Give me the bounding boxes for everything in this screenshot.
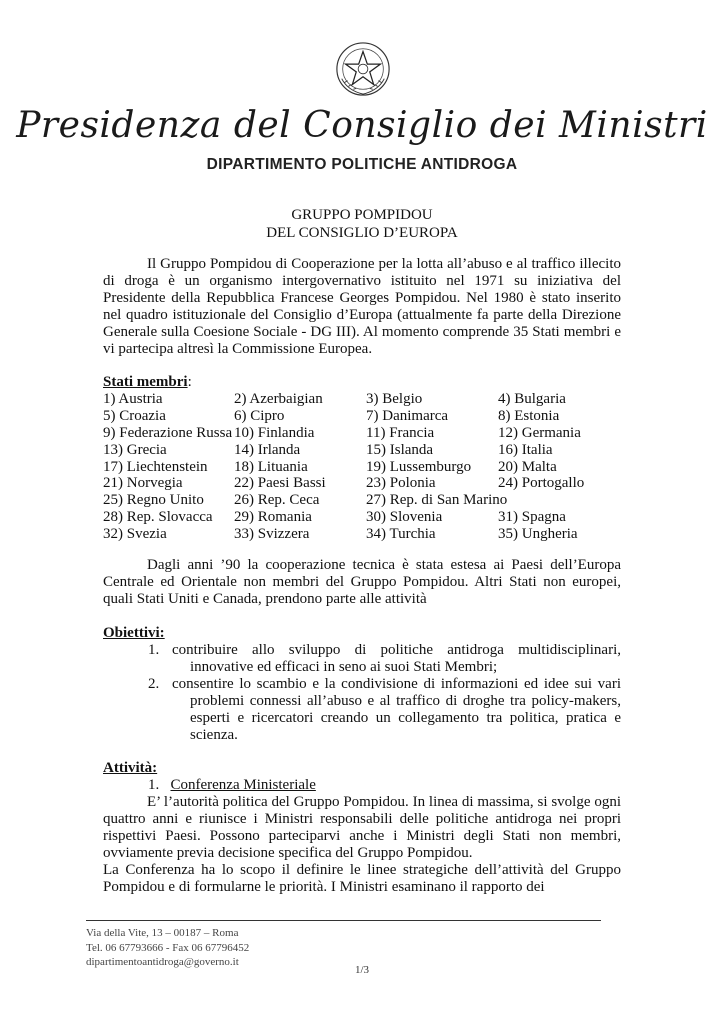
member-states-grid (103, 391, 623, 543)
member-state: 33) Svizzera (234, 526, 310, 543)
member-state: 21) Norvegia (103, 475, 183, 492)
member-state: 24) Portogallo (498, 475, 585, 492)
objective-item (103, 642, 621, 676)
member-state: 5) Croazia (103, 407, 166, 424)
cooperation-paragraph: Dagli anni ’90 la cooperazione tecnica è stata estesa ai Paesi dell’Europa Centrale ed Orientale non membri del Gruppo Pompidou. Altri Stati non europei, quali Stati Uniti e Canada, prendono parte alle attività (103, 557, 621, 607)
member-state: 8) Estonia (498, 407, 560, 424)
states-row (103, 442, 623, 459)
member-state: 30) Slovenia (366, 509, 443, 526)
member-state: 6) Cipro (234, 407, 285, 424)
member-state: 22) Paesi Bassi (234, 475, 326, 492)
objectives-list (103, 642, 621, 744)
title-line-1: GRUPPO POMPIDOU (291, 207, 433, 223)
states-heading-label: Stati membri (103, 374, 188, 390)
states-heading: Stati membri: (103, 374, 192, 390)
document-title (0, 206, 724, 242)
states-row (103, 425, 623, 442)
member-state: 35) Ungheria (498, 526, 578, 543)
title-line-2: DEL CONSIGLIO D’EUROPA (266, 225, 458, 241)
member-state: 28) Rep. Slovacca (103, 509, 213, 526)
member-state: 16) Italia (498, 441, 553, 458)
member-state: 23) Polonia (366, 475, 436, 492)
objectives-heading-label: Obiettivi: (103, 625, 165, 641)
states-row (103, 408, 623, 425)
footer-phone: Tel. 06 67793666 - Fax 06 67796452 (86, 941, 250, 954)
objective-text: consentire lo scambio e la condivisione di informazioni ed idee sui vari problemi connessi all’abuso e al traffico di droghe tra policy-makers, esperti e ricercatori creando un collegamento tra politica, pratica e scienza. (172, 676, 621, 743)
intro-paragraph: Il Gruppo Pompidou di Cooperazione per la lotta all’abuso e al traffico illecito di droga è un organismo intergovernativo istituito nel 1971 su iniziativa del Presidente della Repubblica Francese Georges Pompidou. Nel 1980 è stato inserito nel quadro istituzionale del Consiglio d’Europa (attualmente fa parte della Direzione Generale sulla Coesione Sociale - DG III). Al momento comprende 35 Stati membri e vi partecipa altresì la Commissione Europea. (103, 256, 621, 357)
member-state: 2) Azerbaigian (234, 391, 323, 407)
member-state: 15) Islanda (366, 441, 434, 458)
states-row (103, 475, 623, 492)
member-state: 31) Spagna (498, 509, 566, 526)
objective-text: contribuire allo sviluppo di politiche antidroga multidisciplinari, innovative ed efficaci in seno ai suoi Stati Membri; (172, 642, 621, 675)
member-state: 32) Svezia (103, 526, 167, 543)
states-row (103, 459, 623, 476)
member-state: 11) Francia (366, 424, 435, 441)
member-state: 12) Germania (498, 424, 581, 441)
activity-paragraph-2: La Conferenza ha lo scopo il definire le linee strategiche dell’attività del Gruppo Pompidou e di formularne le priorità. I Ministri esaminano il rapporto dei (103, 862, 621, 895)
member-state: 7) Danimarca (366, 407, 449, 424)
member-state: 27) Rep. di San Marino (366, 492, 508, 509)
activity-paragraph-1: E’ l’autorità politica del Gruppo Pompidou. In linea di massima, si svolge ogni quattro anni e riunisce i Ministri responsabili delle politiche antidroga nei propri rispettivi Paesi. Possono parteciparvi anche i Ministri degli Stati non membri, ovviamente previa decisione specifica del Gruppo Pompidou. (103, 794, 621, 861)
member-state: 25) Regno Unito (103, 492, 204, 509)
footer-contacts (86, 926, 249, 970)
member-state: 20) Malta (498, 458, 557, 475)
member-state: 10) Finlandia (234, 424, 315, 441)
states-row (103, 391, 623, 408)
activities-heading-label: Attività: (103, 760, 158, 776)
page-number: 1/3 (354, 964, 370, 976)
activity-title: Conferenza Ministeriale (170, 777, 316, 793)
activity-number: 1. (148, 777, 160, 793)
member-state: 19) Lussemburgo (366, 458, 472, 475)
member-state: 29) Romania (234, 509, 312, 526)
states-row (103, 509, 623, 526)
states-row (103, 526, 623, 543)
objective-item (103, 676, 621, 744)
objective-number: 1. (148, 642, 160, 658)
member-state: 26) Rep. Ceca (234, 492, 320, 509)
member-state: 18) Lituania (234, 458, 308, 475)
objectives-heading (103, 625, 165, 642)
member-state: 9) Federazione Russa (103, 424, 233, 441)
member-state: 34) Turchia (366, 526, 436, 543)
footer-address: Via della Vite, 13 – 00187 – Roma (86, 927, 239, 939)
activity-subheading (148, 777, 316, 794)
objective-number: 2. (148, 676, 160, 692)
member-state: 1) Austria (103, 391, 163, 407)
member-state: 3) Belgio (366, 391, 423, 407)
member-state: 13) Grecia (103, 441, 167, 458)
republic-emblem-icon (334, 40, 392, 98)
institution-title: Presidenza del Consiglio dei Ministri (16, 105, 708, 146)
member-state: 14) Irlanda (234, 441, 301, 458)
member-state: 4) Bulgaria (498, 391, 566, 407)
member-state: 17) Liechtenstein (103, 458, 208, 475)
footer-divider (86, 920, 601, 921)
department-title: DIPARTIMENTO POLITICHE ANTIDROGA (206, 156, 518, 173)
footer-email: dipartimentoantidroga@governo.it (86, 956, 239, 968)
states-row (103, 492, 623, 509)
activities-heading (103, 760, 157, 777)
